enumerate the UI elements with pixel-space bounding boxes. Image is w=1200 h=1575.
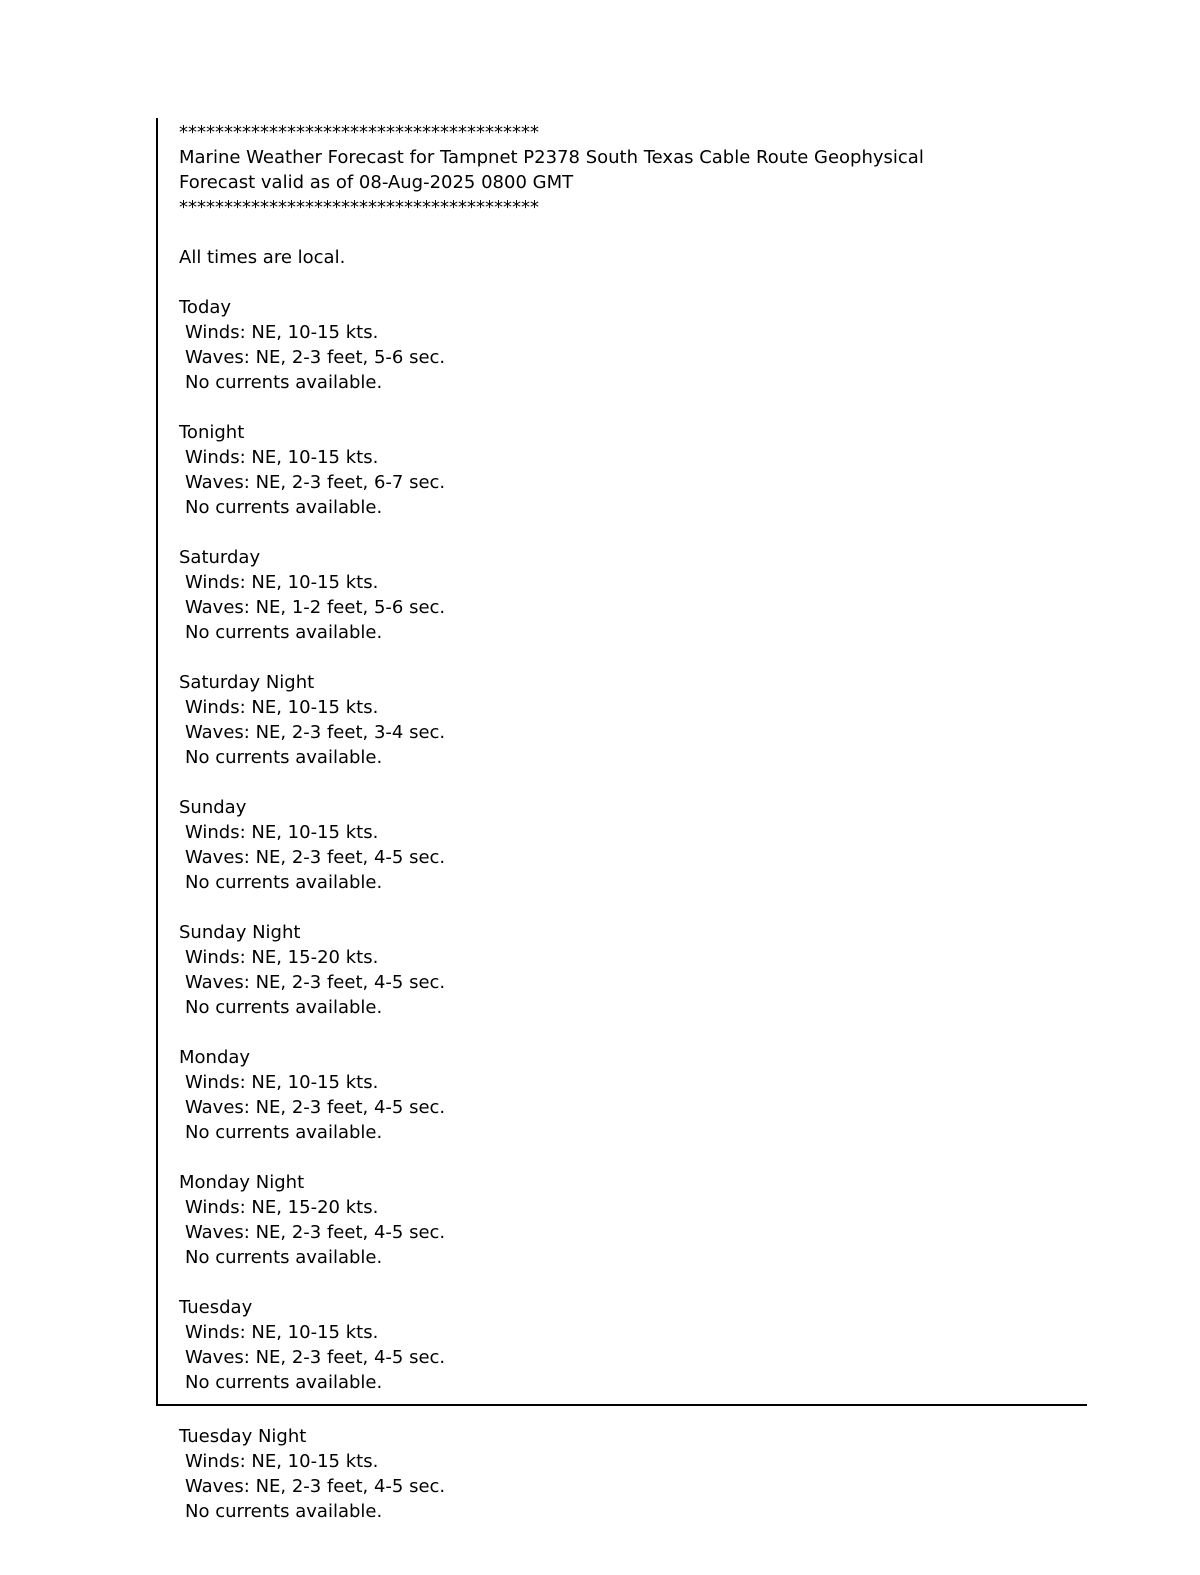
period-name: Monday Night <box>179 1172 305 1193</box>
forecast-box <box>156 118 1087 1406</box>
waves-line: Waves: NE, 2-3 feet, 4-5 sec. <box>185 972 446 993</box>
period-saturday <box>179 545 1087 645</box>
waves-line: Waves: NE, 2-3 feet, 6-7 sec. <box>185 472 446 493</box>
winds-line: Winds: NE, 15-20 kts. <box>185 1197 379 1218</box>
period-name: Tuesday <box>179 1297 253 1318</box>
period-saturday-night <box>179 670 1087 770</box>
currents-line: No currents available. <box>185 747 383 768</box>
period-monday <box>179 1045 1087 1145</box>
divider-top: **************************************** <box>179 122 539 143</box>
period-name: Sunday <box>179 797 247 818</box>
currents-line: No currents available. <box>185 497 383 518</box>
divider-bottom: **************************************** <box>179 197 539 218</box>
winds-line: Winds: NE, 10-15 kts. <box>185 322 379 343</box>
winds-line: Winds: NE, 10-15 kts. <box>185 697 379 718</box>
period-tonight <box>179 420 1087 520</box>
period-sunday-night <box>179 920 1087 1020</box>
winds-line: Winds: NE, 10-15 kts. <box>185 572 379 593</box>
currents-line: No currents available. <box>185 372 383 393</box>
period-name: Tonight <box>179 422 245 443</box>
period-name: Monday <box>179 1047 251 1068</box>
winds-line: Winds: NE, 10-15 kts. <box>185 1322 379 1343</box>
currents-line: No currents available. <box>185 622 383 643</box>
waves-line: Waves: NE, 2-3 feet, 4-5 sec. <box>185 1097 446 1118</box>
period-tuesday-night <box>179 1424 445 1524</box>
period-monday-night <box>179 1170 1087 1270</box>
waves-line: Waves: NE, 2-3 feet, 4-5 sec. <box>185 1222 446 1243</box>
winds-line: Winds: NE, 10-15 kts. <box>185 822 379 843</box>
currents-line: No currents available. <box>185 1247 383 1268</box>
currents-line: No currents available. <box>185 1501 383 1522</box>
period-tuesday <box>179 1295 1087 1395</box>
waves-line: Waves: NE, 1-2 feet, 5-6 sec. <box>185 597 446 618</box>
waves-line: Waves: NE, 2-3 feet, 4-5 sec. <box>185 1347 446 1368</box>
period-name: Sunday Night <box>179 922 301 943</box>
currents-line: No currents available. <box>185 1122 383 1143</box>
forecast-valid-line: Forecast valid as of 08-Aug-2025 0800 GMT <box>179 172 574 193</box>
all-times-note: All times are local. <box>179 247 346 268</box>
waves-line: Waves: NE, 2-3 feet, 3-4 sec. <box>185 722 446 743</box>
document-title: Marine Weather Forecast for Tampnet P2378 South Texas Cable Route Geophysical <box>179 147 924 168</box>
winds-line: Winds: NE, 10-15 kts. <box>185 447 379 468</box>
winds-line: Winds: NE, 15-20 kts. <box>185 947 379 968</box>
currents-line: No currents available. <box>185 997 383 1018</box>
waves-line: Waves: NE, 2-3 feet, 5-6 sec. <box>185 347 446 368</box>
period-name: Saturday Night <box>179 672 315 693</box>
waves-line: Waves: NE, 2-3 feet, 4-5 sec. <box>185 847 446 868</box>
winds-line: Winds: NE, 10-15 kts. <box>185 1451 379 1472</box>
period-today <box>179 295 1087 395</box>
waves-line: Waves: NE, 2-3 feet, 4-5 sec. <box>185 1476 446 1497</box>
currents-line: No currents available. <box>185 872 383 893</box>
period-name: Tuesday Night <box>179 1426 307 1447</box>
period-name: Saturday <box>179 547 261 568</box>
winds-line: Winds: NE, 10-15 kts. <box>185 1072 379 1093</box>
period-name: Today <box>179 297 232 318</box>
period-sunday <box>179 795 1087 895</box>
currents-line: No currents available. <box>185 1372 383 1393</box>
